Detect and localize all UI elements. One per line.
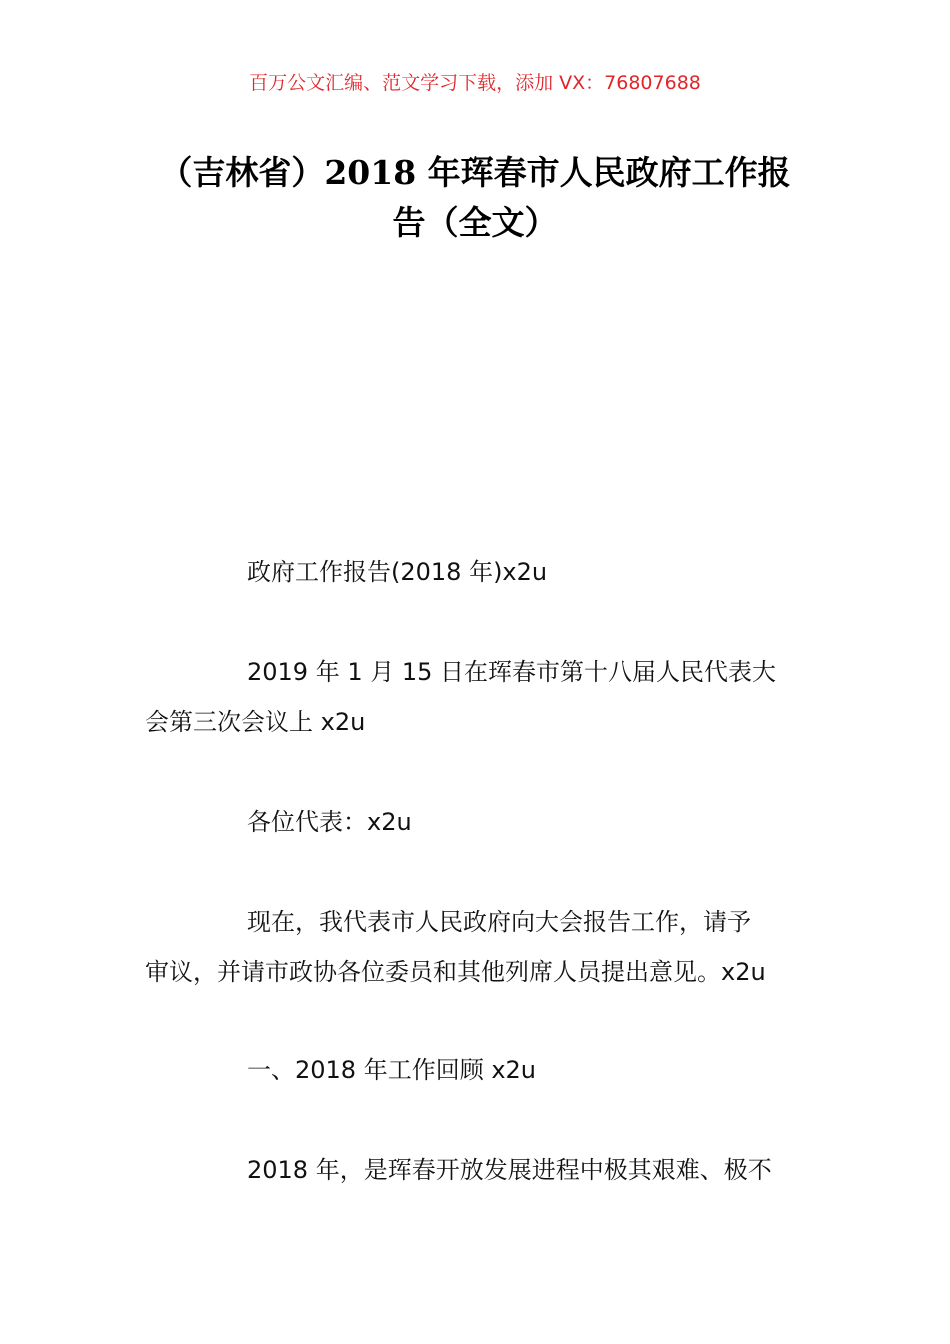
paragraph-line: 审议，并请市政协各位委员和其他列席人员提出意见。x2u	[145, 958, 766, 986]
paragraph-line: 2018 年，是珲春开放发展进程中极其艰难、极不	[247, 1156, 772, 1184]
title-line: （吉林省）2018 年珲春市人民政府工作报	[159, 153, 791, 192]
paragraph-line: 现在，我代表市人民政府向大会报告工作，请予	[247, 908, 751, 936]
paragraph-line: 一、2018 年工作回顾 x2u	[247, 1056, 537, 1084]
document-title	[145, 148, 805, 248]
paragraph-line: 政府工作报告(2018 年)x2u	[247, 558, 548, 586]
paragraph-line: 会第三次会议上 x2u	[145, 708, 366, 736]
watermark-header: 百万公文汇编、范文学习下载，添加 VX：76807688	[249, 72, 701, 94]
paragraph-line: 2019 年 1 月 15 日在珲春市第十八届人民代表大	[247, 658, 777, 686]
title-line: 告（全文）	[392, 203, 558, 242]
paragraph-line: 各位代表：x2u	[247, 808, 412, 836]
